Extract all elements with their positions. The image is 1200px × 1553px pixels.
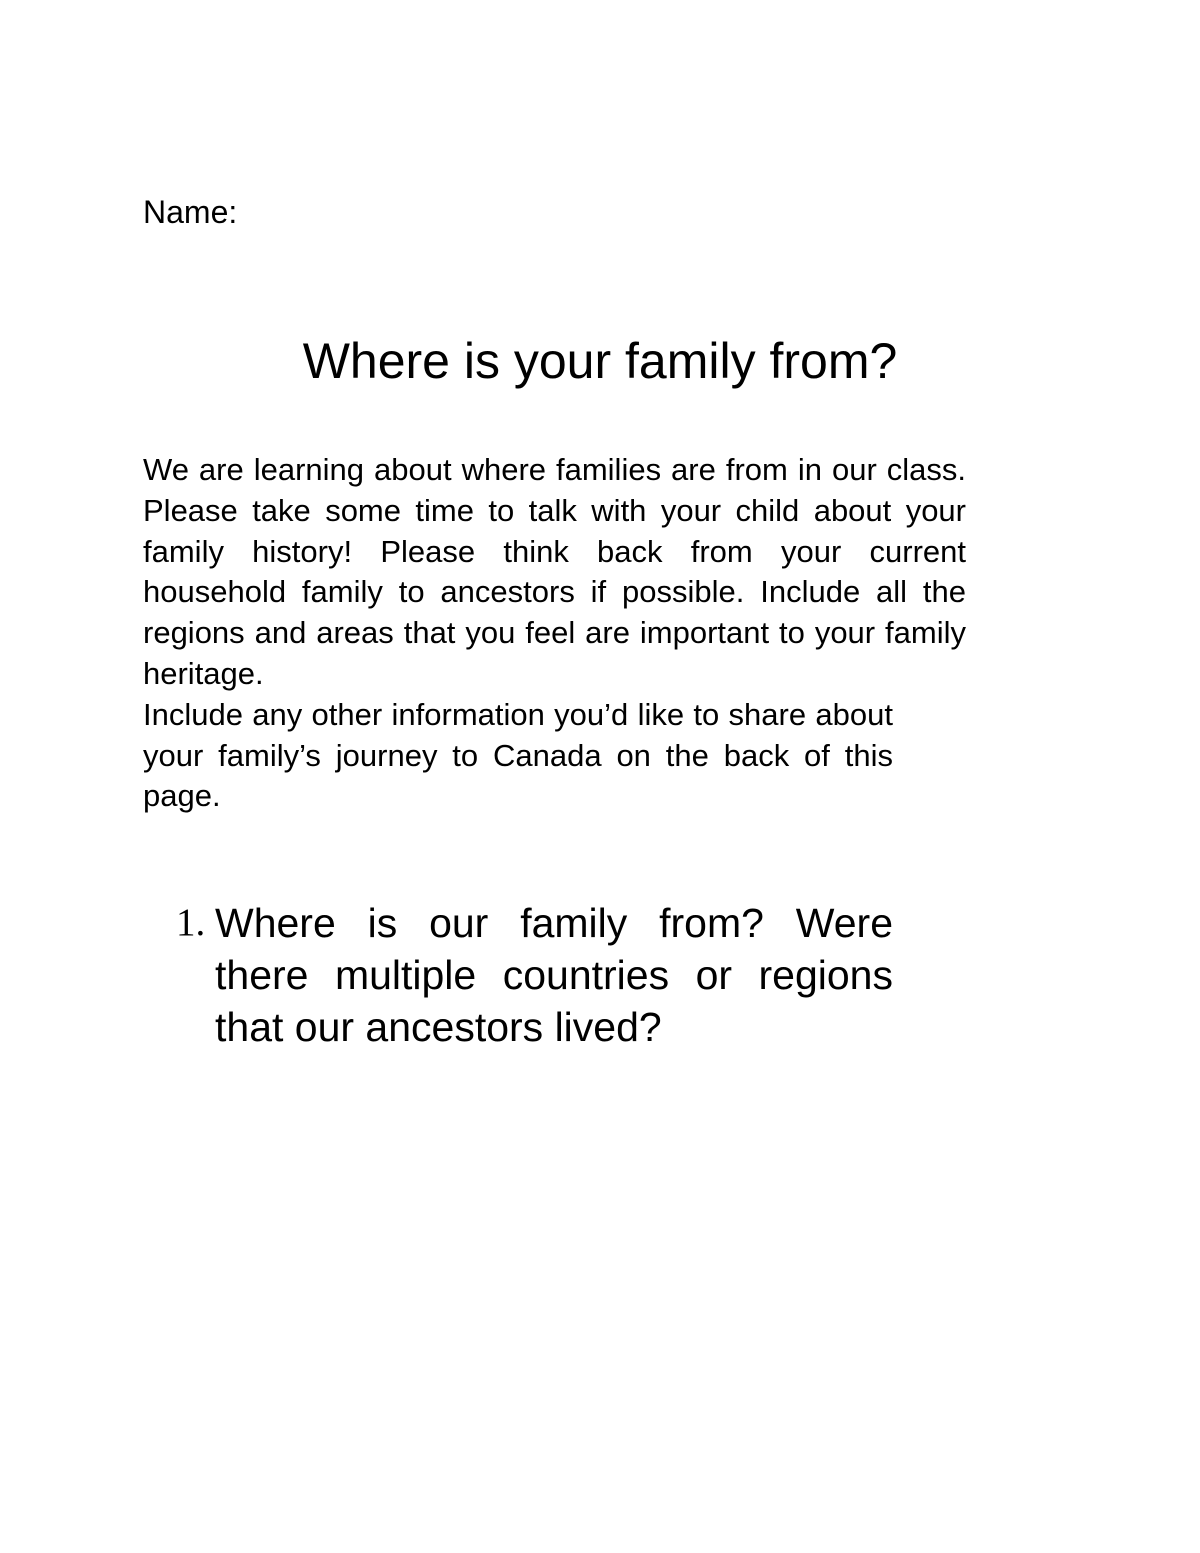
name-label: Name: bbox=[143, 194, 238, 230]
question-list bbox=[143, 897, 893, 1053]
question-text: Where is our family from? Were there multiple countries or regions that our ancestors lived? bbox=[215, 900, 893, 1050]
question-number: 1. bbox=[176, 901, 206, 944]
intro-paragraph: We are learning about where families are from in our class. Please take some time to talk with your child about your family history! Please think back from your current household family to ancestors if possible. Include all the regions and areas that you feel are important to your family heritage. bbox=[143, 452, 966, 691]
instructions-block bbox=[143, 450, 966, 817]
additional-info-paragraph: Include any other information you’d like to share about your family’s journey to Canada on the back of this page. bbox=[143, 696, 893, 814]
question-item bbox=[143, 897, 893, 1053]
page-title: Where is your family from? bbox=[302, 333, 898, 389]
